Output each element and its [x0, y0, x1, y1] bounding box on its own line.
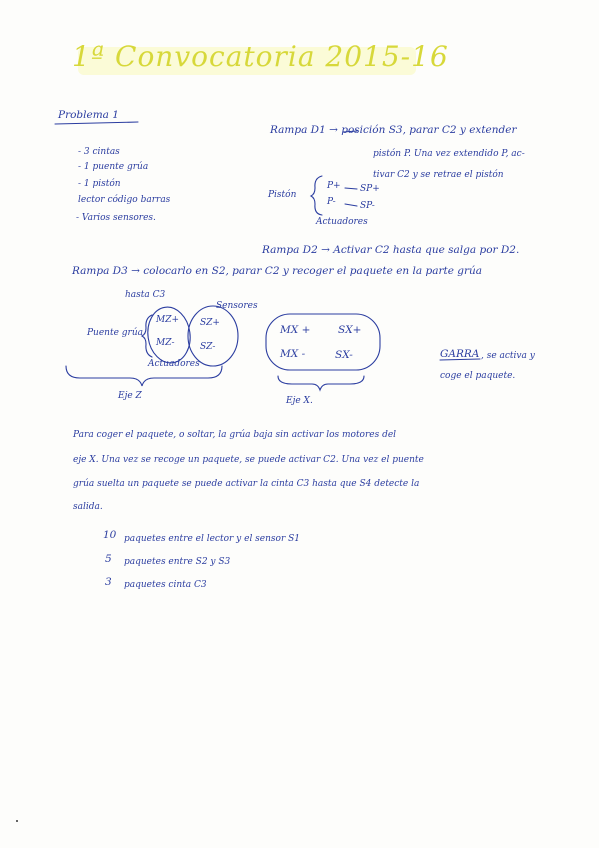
stray-dot [16, 820, 18, 822]
garra-word: GARRA [440, 348, 480, 360]
s-z-minus: SZ- [200, 342, 216, 352]
rampa-d1-line3: tivar C2 y se retrae el pistón [373, 170, 504, 180]
list-item-1: - 3 cintas [78, 147, 120, 157]
parrafo-line4: salida. [73, 502, 103, 512]
s-x-minus: SX- [335, 349, 353, 361]
piston-brace [311, 176, 322, 215]
eje-z-brace [66, 366, 222, 386]
parrafo-line1: Para coger el paquete, o soltar, la grúa baja sin activar los motores del [73, 430, 397, 440]
conteo-3-n: 3 [105, 576, 112, 588]
x-box [266, 314, 380, 370]
conteo-1-text: paquetes entre el lector y el sensor S1 [124, 534, 301, 544]
rampa-d1-line2: pistón P. Una vez extendido P, ac- [373, 149, 525, 159]
rampa-d3-line2: hasta C3 [125, 290, 166, 300]
sp-plus: SP+ [360, 184, 380, 194]
garra-line2: coge el paquete. [440, 371, 516, 381]
garra-line1: , se activa y [481, 351, 535, 361]
rampa-d2: Rampa D2 → Activar C2 hasta que salga por D2. [262, 244, 520, 256]
eje-x-label: Eje X. [286, 396, 313, 406]
eje-z-label: Eje Z [118, 391, 142, 401]
puente-brace [142, 315, 152, 357]
p-minus: P- [327, 197, 336, 207]
list-item-2: - 1 puente grúa [78, 162, 149, 172]
list-item-5: - Varios sensores. [76, 213, 156, 223]
problema-underline [55, 122, 138, 124]
piston-arrow-2 [345, 204, 357, 206]
m-z-plus: MZ+ [156, 315, 180, 325]
conteo-1-n: 10 [103, 529, 117, 541]
piston-arrow-1 [345, 188, 357, 189]
conteo-2-text: paquetes entre S2 y S3 [124, 557, 231, 567]
eje-x-brace [278, 376, 364, 390]
puente-actuadores: Actuadores [148, 359, 200, 369]
piston-actuadores: Actuadores [316, 217, 368, 227]
sensores-label: Sensores [216, 301, 258, 311]
m-z-minus: MZ- [156, 338, 175, 348]
sz-circle [188, 306, 238, 366]
s-z-plus: SZ+ [200, 318, 220, 328]
parrafo-line2: eje X. Una vez se recoge un paquete, se puede activar C2. Una vez el puente [73, 455, 424, 465]
problema-heading: Problema 1 [58, 109, 119, 121]
parrafo-line3: grúa suelta un paquete se puede activar la cinta C3 hasta que S4 detecte la [73, 479, 420, 489]
page-title: 1ª Convocatoria 2015-16 [72, 40, 449, 73]
s-x-plus: SX+ [338, 324, 362, 336]
rampa-d3-line1: Rampa D3 → colocarlo en S2, parar C2 y recoger el paquete en la parte grúa [72, 265, 483, 277]
piston-label: Pistón [268, 190, 297, 200]
sp-minus: SP- [360, 201, 375, 211]
list-item-3: - 1 pistón [78, 179, 121, 189]
conteo-3-text: paquetes cinta C3 [124, 580, 207, 590]
list-item-4: lector código barras [78, 195, 171, 205]
m-x-plus: MX + [280, 324, 311, 336]
conteo-2-n: 5 [105, 553, 112, 565]
p-plus: P+ [327, 181, 341, 191]
rampa-d1-line1: Rampa D1 → posición S3, parar C2 y extender [270, 124, 517, 136]
puente-label: Puente grúa [87, 328, 144, 338]
m-x-minus: MX - [280, 348, 306, 360]
